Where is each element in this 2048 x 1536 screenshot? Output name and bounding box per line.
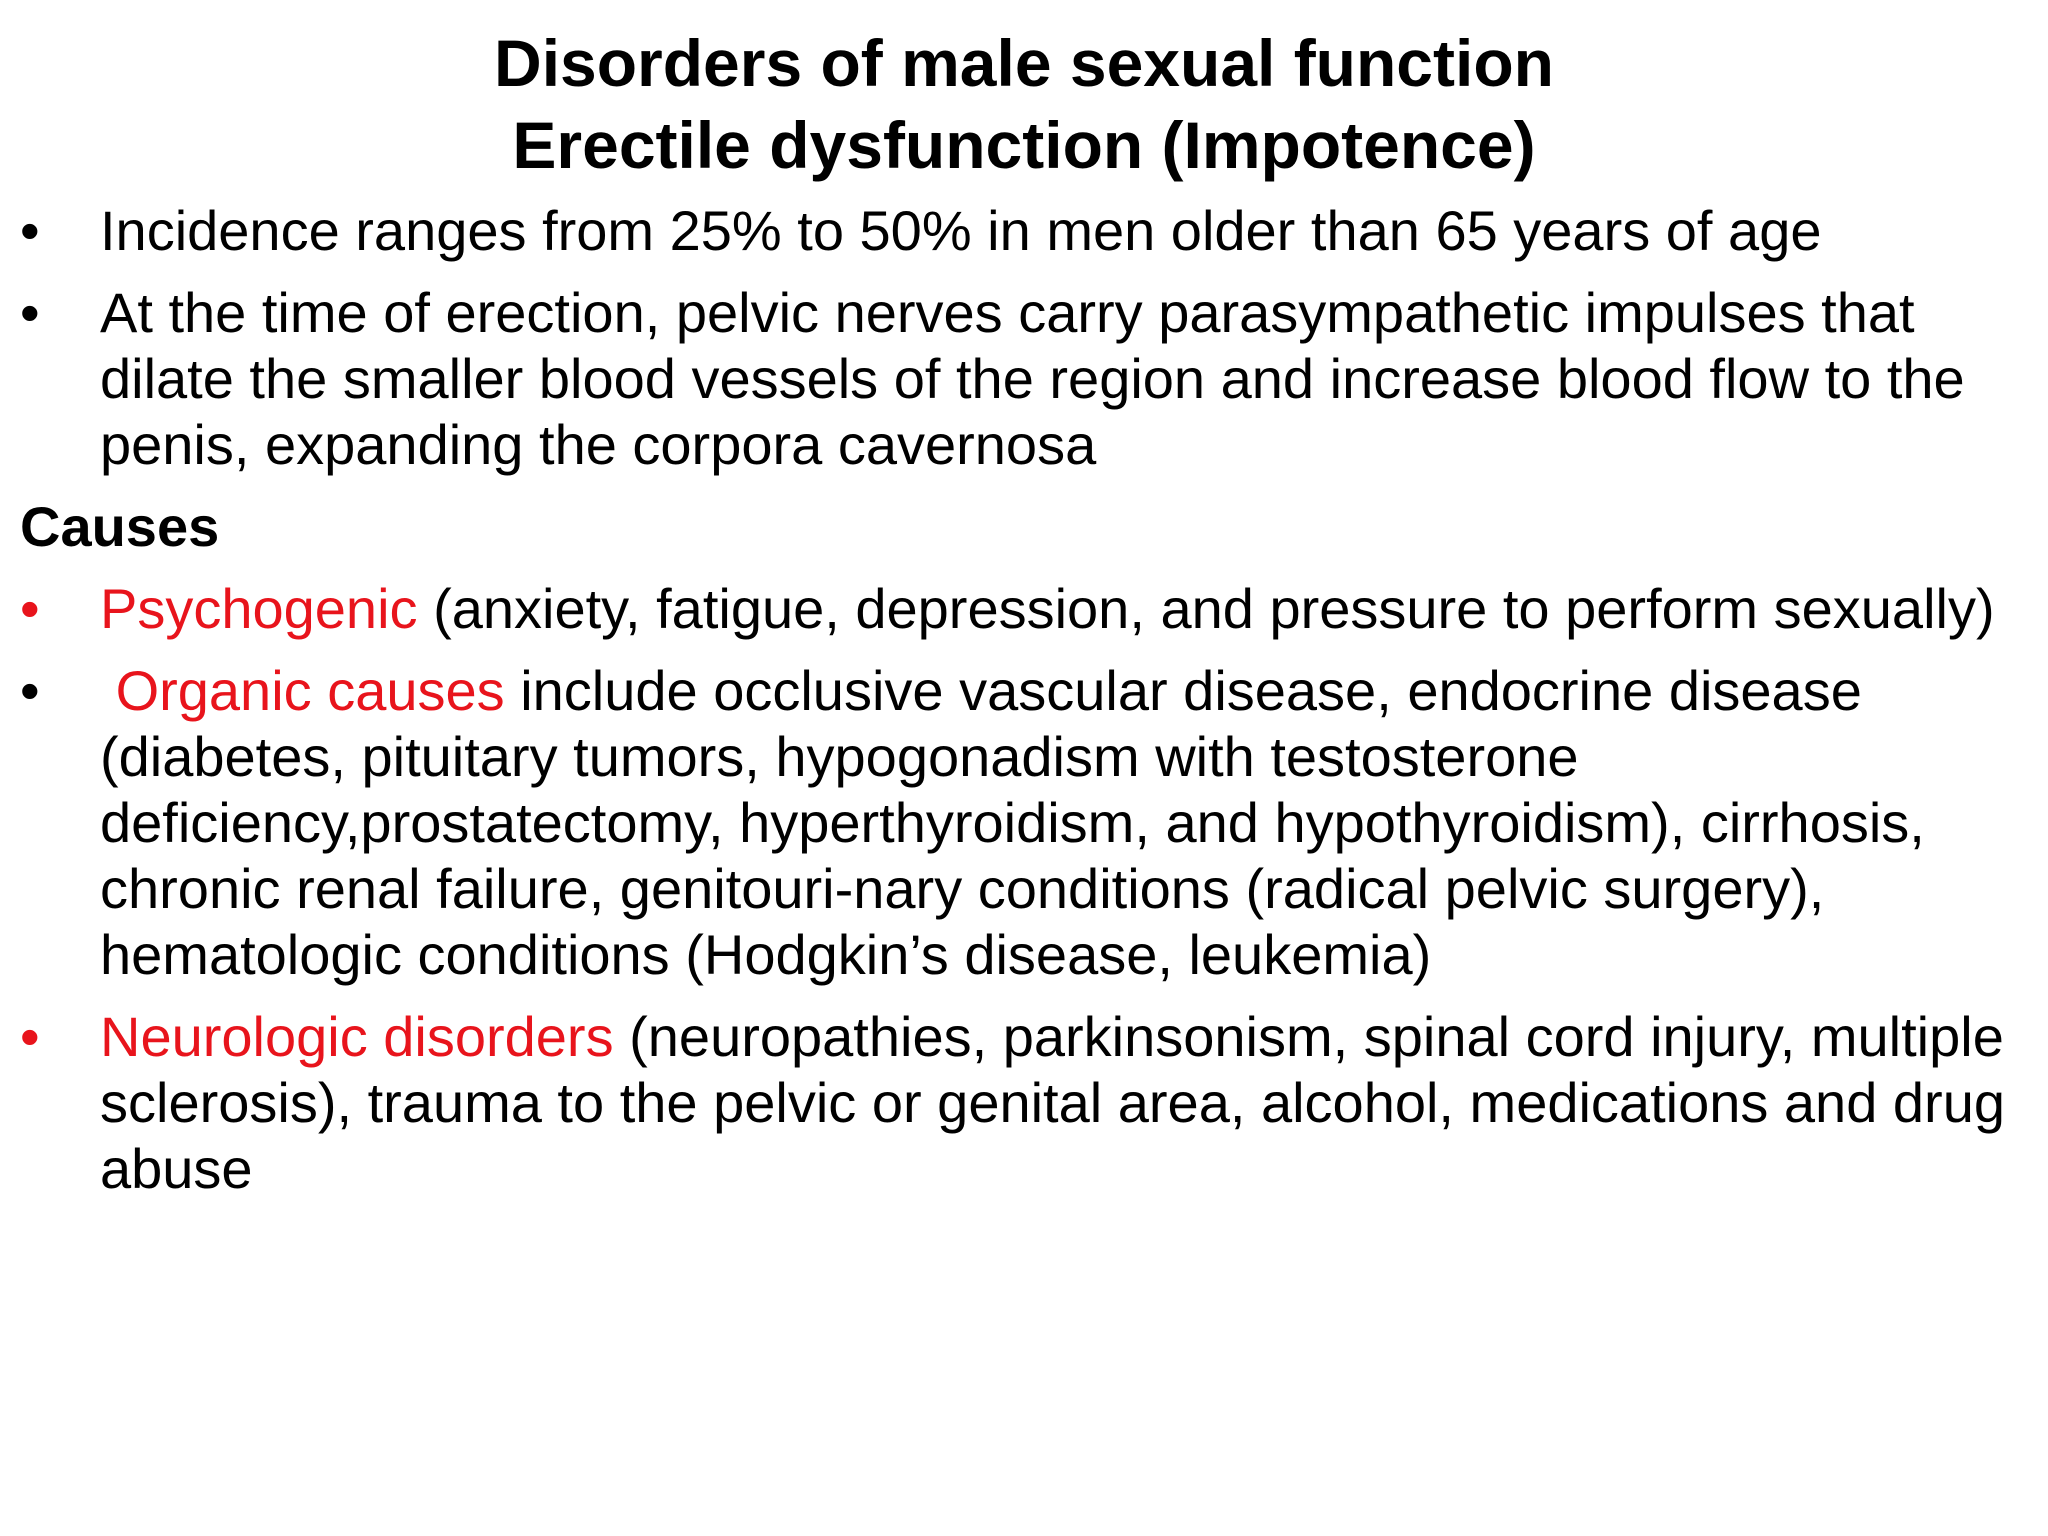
- slide-content: [20, 198, 2030, 1218]
- cause-psychogenic: [20, 576, 2030, 642]
- causes-heading: Causes: [20, 495, 220, 558]
- slide-title: [0, 22, 2048, 186]
- title-line-1: Disorders of male sexual function: [494, 26, 1554, 100]
- cause-text: (neuropathies, parkinsonism, spinal cord injury, multiple sclerosis), trauma to the pelvic or genital area, alcohol, medications and drug abuse: [100, 1005, 2005, 1200]
- cause-neurologic: [20, 1004, 2030, 1202]
- bullet-text: Incidence ranges from 25% to 50% in men older than 65 years of age: [100, 199, 1822, 262]
- cause-label: Neurologic disorders: [100, 1005, 614, 1068]
- bullet-text: At the time of erection, pelvic nerves carry parasympathetic impulses that dilate the smaller blood vessels of the region and increase blood flow to the penis, expanding the corpora cavernosa: [100, 281, 1965, 476]
- cause-organic: [20, 658, 2030, 988]
- cause-label: Organic causes: [115, 659, 505, 722]
- bullet-marker: •: [20, 281, 40, 344]
- bullet-marker: •: [20, 199, 40, 262]
- bullet-marker: •: [20, 577, 40, 640]
- bullet-erection: [20, 280, 2030, 478]
- bullet-incidence: [20, 198, 2030, 264]
- cause-text: (anxiety, fatigue, depression, and pressure to perform sexually): [417, 577, 1995, 640]
- cause-text: include occlusive vascular disease, endocrine disease (diabetes, pituitary tumors, hypogonadism with testosterone deficiency,prostatectomy, hyperthyroidism, and hypothyroidism), cirrhosis, chronic renal failure, genitouri-nary conditions (radical pelvic surgery), hematologic conditions (Hodgkin’s disease, leukemia): [100, 659, 1925, 986]
- title-line-2: Erectile dysfunction (Impotence): [512, 108, 1536, 182]
- cause-label: Psychogenic: [100, 577, 418, 640]
- bullet-marker: •: [20, 659, 40, 722]
- bullet-marker: •: [20, 1005, 40, 1068]
